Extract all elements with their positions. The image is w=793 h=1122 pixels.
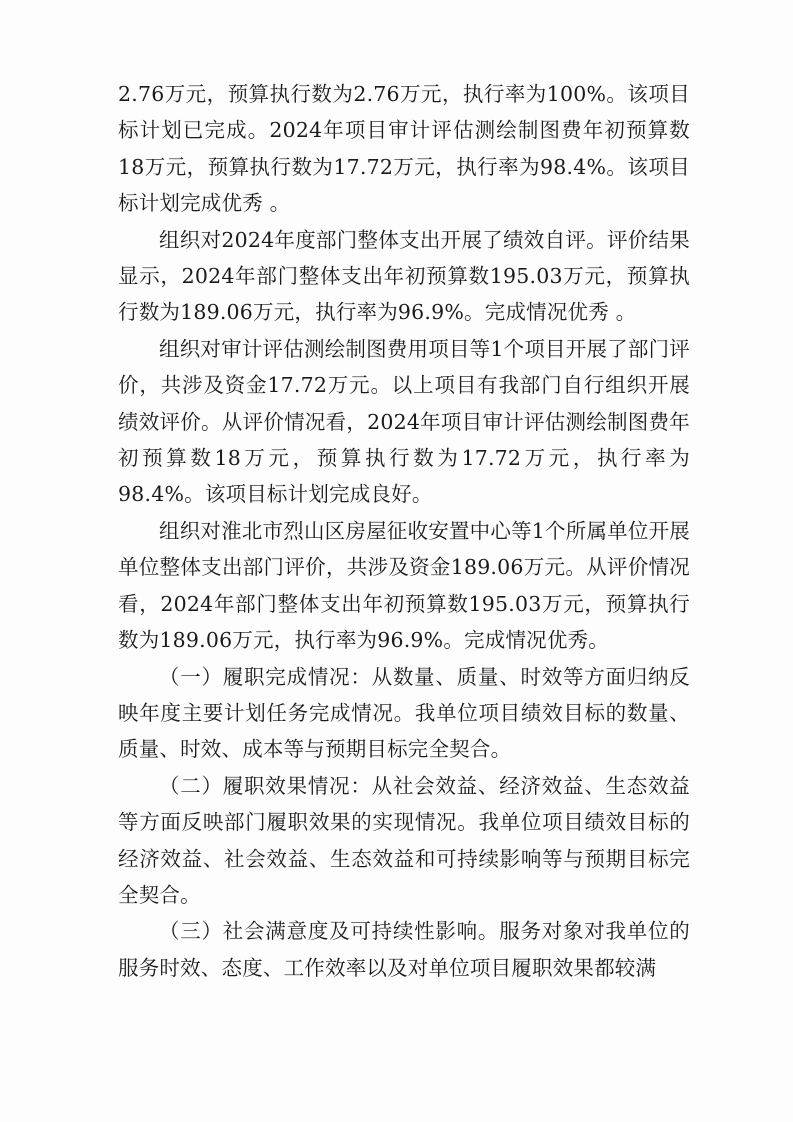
paragraph-satisfaction: （三）社会满意度及可持续性影响。服务对象对我单位的服务时效、态度、工作效率以及对单位项目履职效果都较满 [118, 919, 690, 980]
paragraph-overall-self-evaluation: 组织对2024年度部门整体支出开展了绩效自评。评价结果显示，2024年部门整体支出年初预算数195.03万元，预算执行数为189.06万元，执行率为96.9%。完成情况优秀 。 [118, 227, 690, 325]
paragraph-duty-completion: （一）履职完成情况：从数量、质量、时效等方面归纳反映年度主要计划任务完成情况。我单位项目绩效目标的数量、质量、时效、成本等与预期目标完全契合。 [118, 664, 690, 762]
paragraph-project-evaluation: 组织对审计评估测绘制图费用项目等1个项目开展了部门评价，共涉及资金17.72万元。以上项目有我部门自行组织开展绩效评价。从评价情况看，2024年项目审计评估测绘制图费年初预算数18万元，预算执行数为17.72万元，执行率为98.4%。该项目标计划完成良好。 [118, 336, 690, 507]
paragraph-budget-execution: 2.76万元，预算执行数为2.76万元，执行率为100%。该项目标计划已完成。2024年项目审计评估测绘制图费年初预算数18万元，预算执行数为17.72万元，执行率为98.4%。该项目标计划完成优秀 。 [118, 82, 690, 216]
document-body [118, 76, 690, 986]
paragraph-unit-evaluation: 组织对淮北市烈山区房屋征收安置中心等1个所属单位开展单位整体支出部门评价，共涉及资金189.06万元。从评价情况看，2024年部门整体支出年初预算数195.03万元，预算执行数为189.06万元，执行率为96.9%。完成情况优秀。 [118, 518, 690, 653]
paragraph-duty-effect: （二）履职效果情况：从社会效益、经济效益、生态效益等方面反映部门履职效果的实现情况。我单位项目绩效目标的经济效益、社会效益、生态效益和可持续影响等与预期目标完全契合。 [118, 773, 690, 907]
